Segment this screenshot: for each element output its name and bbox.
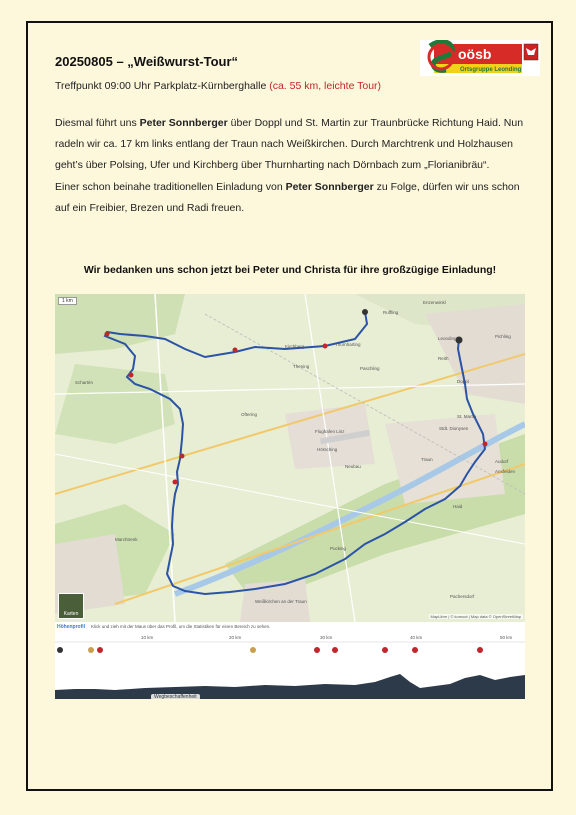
route-map[interactable] (55, 294, 525, 622)
map-label: St. Martin (457, 414, 477, 419)
map-label: Neubau (345, 464, 361, 469)
map-label: Stdt. Dionysen (439, 426, 469, 431)
map-label: Paschling (360, 366, 380, 371)
tour-info: (ca. 55 km, leichte Tour) (269, 80, 382, 92)
map-label: Pucking (330, 546, 347, 551)
map-label: Leonding (438, 336, 457, 341)
map-label: Pachersdorf (450, 594, 475, 599)
km-tick: 10 km (141, 635, 154, 640)
profile-hint: Klick und zieh mit der Maus über das Profil, um die Statistiken für einen Bereich zu sehen. (91, 624, 271, 629)
page-title: 20250805 – „Weißwurst-Tour“ (55, 54, 239, 69)
map-label: Thurnharting (335, 342, 361, 347)
p2-text-a: Einer schon beinahe traditionellen Einladung von (55, 180, 286, 193)
p1-text-b: über Doppl und St. Martin zur Traunbrücke Richtung Haid. Nun radeln wir ca. 17 km links entlang der Traun nach Weißkirchen. Durch Marchtrenk und Holzhausen geht’s über Polsing, Ufer und Kirchberg über Thurnharting nach Dörnbach zum „Florianibräu“. (55, 117, 524, 172)
description (55, 113, 525, 219)
map-label: Hörsching (317, 447, 338, 452)
club-logo (420, 40, 540, 76)
svg-text:Ortsgruppe Leonding: Ortsgruppe Leonding (460, 67, 522, 73)
map-label: Audorf (495, 459, 509, 464)
map-label: Oftering (241, 412, 258, 417)
map-scale: 1 km (58, 297, 77, 305)
profile-title: Höhenprofil (57, 624, 86, 630)
guide-name: Peter Sonnberger (139, 117, 228, 129)
map-label: Haid (453, 504, 463, 509)
map-label: Kirchberg (285, 344, 305, 349)
club-logo-graphic (420, 40, 540, 76)
km-tick: 30 km (320, 635, 333, 640)
map-label: Thening (293, 364, 310, 369)
map-label: Marchtrenk (115, 537, 138, 542)
surface-label[interactable]: Wegbeschaffenheit (151, 694, 200, 699)
p1-text-a: Diesmal führt uns (55, 117, 140, 129)
map-label: Flughafen Linz (315, 429, 345, 434)
map-label: Weißkirchen an der Traun (255, 599, 307, 604)
paragraph-route (55, 113, 525, 177)
map-label: Traun (421, 457, 433, 462)
paragraph-invitation (55, 177, 525, 219)
km-tick: 40 km (410, 635, 423, 640)
km-tick: 50 km (500, 635, 513, 640)
profile-chart (55, 622, 525, 699)
map-attribution: MapLibre | © komoot | Map data © OpenStreetMap (430, 614, 521, 619)
meeting-point-text: Treffpunkt 09:00 Uhr Parkplatz-Kürnberghalle (55, 80, 270, 92)
map-label: Doppl (457, 379, 469, 384)
map-layer-button[interactable] (58, 593, 84, 619)
map-layer-label: Karten (63, 611, 79, 617)
meeting-point (55, 80, 381, 92)
map-label: Schartén (75, 380, 94, 385)
map-label: Enzenwinkl (423, 300, 446, 305)
thanks-line: Wir bedanken uns schon jetzt bei Peter und Christa für ihre großzügige Einladung! (83, 264, 497, 276)
p2-text-b: zu Folge, dürfen wir uns schon auf ein Freibier, Brezen und Radi freuen. (55, 180, 520, 214)
map-label: Ansfelden (495, 469, 516, 474)
map-label: Ruffling (383, 310, 399, 315)
host-name: Peter Sonnberger (285, 180, 374, 193)
elevation-profile[interactable] (55, 622, 525, 699)
map-label: Pichling (495, 334, 511, 339)
map-label: Reith (438, 356, 449, 361)
svg-text:oösb: oösb (458, 46, 492, 62)
km-tick: 20 km (229, 635, 242, 640)
